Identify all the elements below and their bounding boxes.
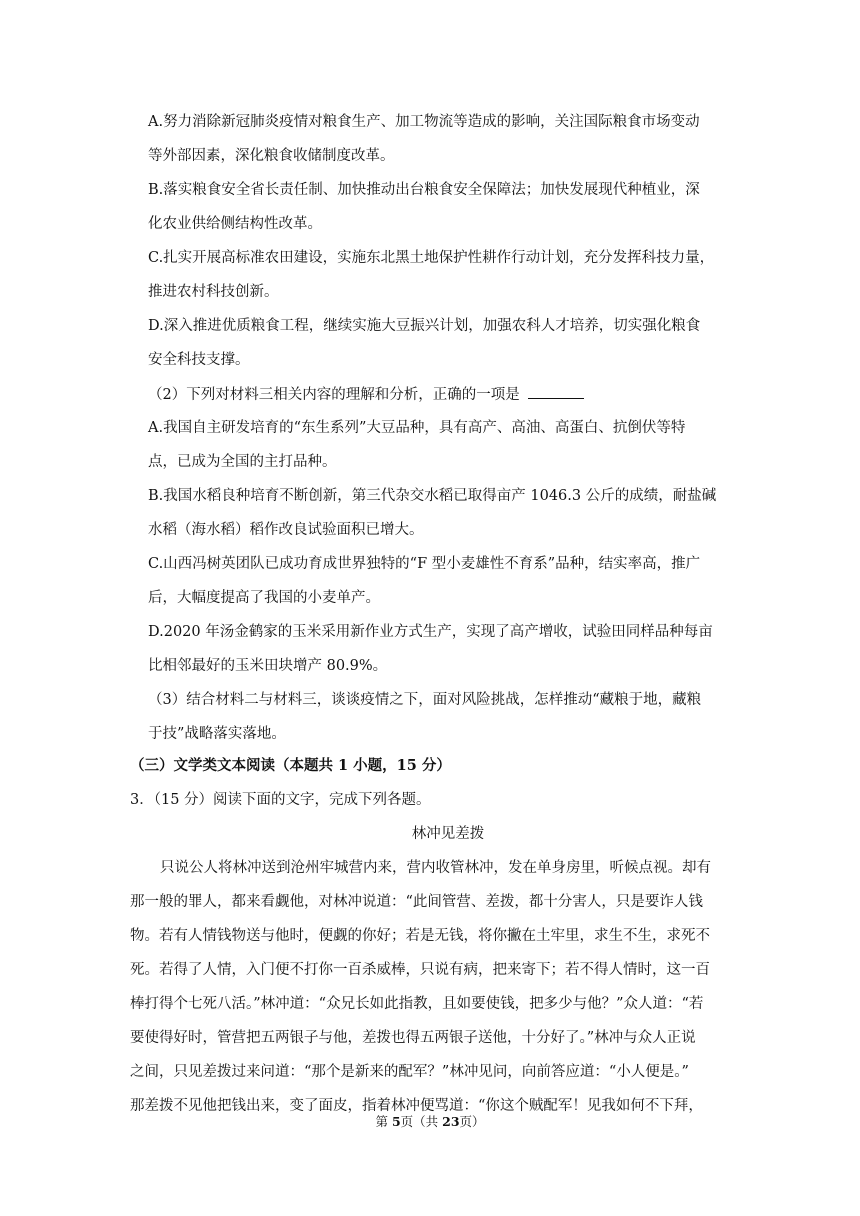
answer-blank[interactable] <box>528 384 584 399</box>
question-2-text: （2）下列对材料三相关内容的理解和分析，正确的一项是 <box>148 387 520 403</box>
option-a-line-1: A.努力消除新冠肺炎疫情对粮食生产、加工物流等造成的影响，关注国际粮食市场变动 <box>148 114 700 130</box>
passage-line-1: 只说公人将林冲送到沧州牢城营内来，营内收管林冲，发在单身房里，听候点视。却有 <box>160 860 711 876</box>
question-2 <box>148 384 748 405</box>
footer-page-number: 5 <box>391 1114 401 1129</box>
passage-line-5: 棒打得个七死八活。”林冲道：“众兄长如此指教，且如要使钱，把多少与他？”众人道：“若 <box>130 996 704 1012</box>
item-3-heading: 3．（15 分）阅读下面的文字，完成下列各题。 <box>130 792 431 808</box>
q2-option-a-line-1: A.我国自主研发培育的“东生系列”大豆品种，具有高产、高油、高蛋白、抗倒伏等特 <box>148 420 686 436</box>
footer-middle: 页（共 <box>400 1114 443 1129</box>
option-a-line-2: 等外部因素，深化粮食收储制度改革。 <box>148 148 395 164</box>
option-c-line-2: 推进农村科技创新。 <box>148 284 279 300</box>
passage-line-2: 那一般的罪人，都来看觑他，对林冲说道：“此间管营、差拨，都十分害人，只是要诈人钱 <box>130 894 703 910</box>
option-d-line-1: D.深入推进优质粮食工程，继续实施大豆振兴计划，加强农科人才培养，切实强化粮食 <box>148 318 701 334</box>
question-3-line-1: （3）结合材料二与材料三，谈谈疫情之下，面对风险挑战，怎样推动“藏粮于地，藏粮 <box>148 692 702 708</box>
q2-option-b-line-1: B.我国水稻良种培育不断创新，第三代杂交水稻已取得亩产 1046.3 公斤的成绩，耐盐碱 <box>148 488 717 504</box>
footer-total-pages: 23 <box>442 1114 460 1129</box>
option-b-line-1: B.落实粮食安全省长责任制、加快推动出台粮食安全保障法；加快发展现代种植业，深 <box>148 182 700 198</box>
q2-option-d-line-1: D.2020 年汤金鹤家的玉米采用新作业方式生产，实现了高产增收，试验田同样品种每亩 <box>148 624 713 640</box>
option-c-line-1: C.扎实开展高标准农田建设，实施东北黑土地保护性耕作行动计划，充分发挥科技力量， <box>148 250 715 266</box>
passage-line-4: 死。若得了人情，入门便不打你一百杀威棒，只说有病，把来寄下；若不得人情时，这一百 <box>130 962 710 978</box>
passage-line-8: 那差拨不见他把钱出来，变了面皮，指着林冲便骂道：“你这个贼配军！见我如何不下拜， <box>130 1098 703 1114</box>
passage-line-6: 要使得好时，管营把五两银子与他，差拨也得五两银子送他，十分好了。”林冲与众人正说 <box>130 1030 696 1046</box>
passage-line-3: 物。若有人情钱物送与他时，便觑的你好；若是无钱，将你撇在土牢里，求生不生，求死不 <box>130 928 710 944</box>
q2-option-b-line-2: 水稻（海水稻）稻作改良试验面积已增大。 <box>148 522 424 538</box>
question-3-line-2: 于技”战略落实落地。 <box>148 726 286 742</box>
q2-option-c-line-1: C.山西冯树英团队已成功育成世界独特的“F 型小麦雄性不育系”品种，结实率高，推广 <box>148 556 701 572</box>
footer-prefix: 第 <box>375 1114 392 1129</box>
option-d-line-2: 安全科技支撑。 <box>148 352 250 368</box>
footer-suffix: 页） <box>459 1114 485 1129</box>
passage-title: 林冲见差拨 <box>411 826 485 842</box>
option-b-line-2: 化农业供给侧结构性改革。 <box>148 216 322 232</box>
page-footer <box>0 1114 860 1130</box>
passage-line-7: 之间，只见差拨过来问道：“那个是新来的配军？”林冲见问，向前答应道：“小人便是。” <box>130 1064 689 1080</box>
q2-option-a-line-2: 点，已成为全国的主打品种。 <box>148 454 337 470</box>
section-heading: （三）文学类文本阅读（本题共 1 小题，15 分） <box>130 757 451 774</box>
q2-option-c-line-2: 后，大幅度提高了我国的小麦单产。 <box>148 590 380 606</box>
q2-option-d-line-2: 比相邻最好的玉米田块增产 80.9%。 <box>148 658 388 674</box>
